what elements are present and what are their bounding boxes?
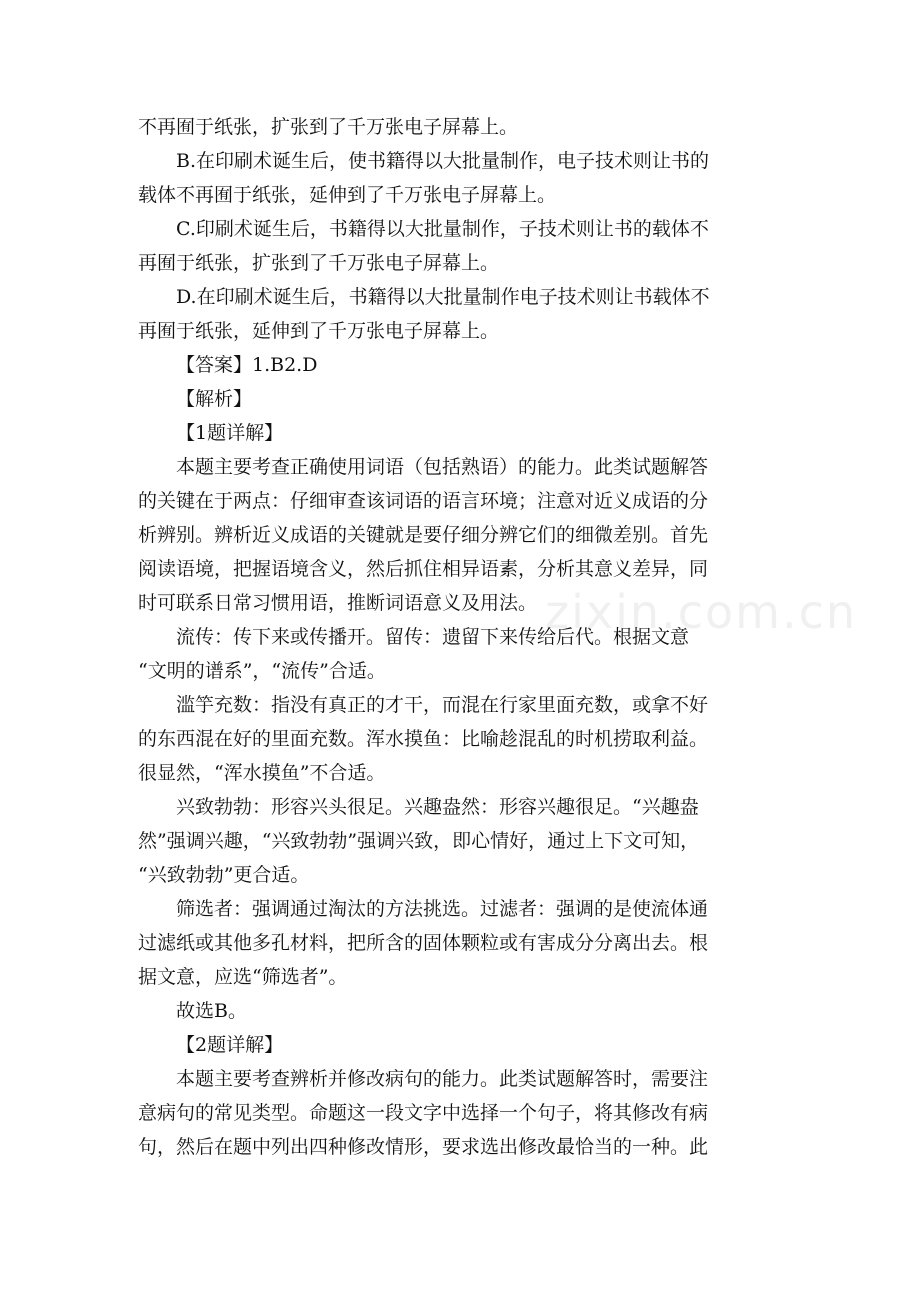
text-line: 的东西混在好的里面充数。浑水摸鱼：比喻趁混乱的时机捞取利益。: [138, 728, 709, 750]
document-body: [138, 110, 788, 1164]
text-line: 流传：传下来或传播开。留传：遗留下来传给后代。根据文意: [176, 626, 690, 648]
text-line: 句，然后在题中列出四种修改情形，要求选出修改最恰当的一种。此: [138, 1136, 709, 1158]
text-line: 意病句的常见类型。命题这一段文字中选择一个句子，将其修改有病: [138, 1102, 709, 1124]
text-line: 不再囿于纸张，扩张到了千万张电子屏幕上。: [138, 116, 519, 138]
text-line: 时可联系日常习惯用语，推断词语意义及用法。: [138, 592, 538, 614]
text-line: 兴致勃勃：形容兴头很足。兴趣盎然：形容兴趣很足。“兴趣盎: [176, 796, 699, 818]
text-line: 故选B。: [176, 1000, 247, 1022]
text-line: 载体不再囿于纸张，延伸到了千万张电子屏幕上。: [138, 184, 557, 206]
text-line: C.印刷术诞生后，书籍得以大批量制作，子技术则让书的载体不: [176, 218, 709, 240]
text-line: 【答案】1.B2.D: [176, 354, 318, 376]
watermark: zixin.com.cn: [545, 585, 858, 639]
text-line: D.在印刷术诞生后，书籍得以大批量制作电子技术则让书载体不: [176, 286, 710, 308]
text-line: 据文意，应选“筛选者”。: [138, 966, 348, 988]
text-line: 筛选者：强调通过淘汰的方法挑选。过滤者：强调的是使流体通: [176, 898, 709, 920]
text-line: 本题主要考查正确使用词语（包括熟语）的能力。此类试题解答: [176, 456, 709, 478]
text-line: 过滤纸或其他多孔材料，把所含的固体颗粒或有害成分分离出去。根: [138, 932, 709, 954]
text-line: 的关键在于两点：仔细审查该词语的语言环境；注意对近义成语的分: [138, 490, 709, 512]
text-line: B.在印刷术诞生后，使书籍得以大批量制作，电子技术则让书的: [176, 150, 710, 172]
text-line: 析辨别。辨析近义成语的关键就是要仔细分辨它们的细微差别。首先: [138, 524, 709, 546]
text-line: 很显然，“浑水摸鱼”不合适。: [138, 762, 386, 784]
text-line: 本题主要考查辨析并修改病句的能力。此类试题解答时，需要注: [176, 1068, 709, 1090]
text-line: “文明的谱系”，“流传”合适。: [138, 660, 386, 682]
text-line: 阅读语境，把握语境含义，然后抓住相异语素，分析其意义差异，同: [138, 558, 709, 580]
text-line: 然”强调兴趣，“兴致勃勃”强调兴致，即心情好，通过上下文可知，: [138, 830, 700, 852]
text-line: 【2题详解】: [176, 1034, 284, 1056]
text-line: 滥竽充数：指没有真正的才干，而混在行家里面充数，或拿不好: [176, 694, 709, 716]
text-line: “兴致勃勃”更合适。: [138, 864, 310, 886]
text-line: 【1题详解】: [176, 422, 284, 444]
text-line: 再囿于纸张，延伸到了千万张电子屏幕上。: [138, 320, 500, 342]
text-line: 【解析】: [176, 388, 253, 410]
text-line: 再囿于纸张，扩张到了千万张电子屏幕上。: [138, 252, 500, 274]
